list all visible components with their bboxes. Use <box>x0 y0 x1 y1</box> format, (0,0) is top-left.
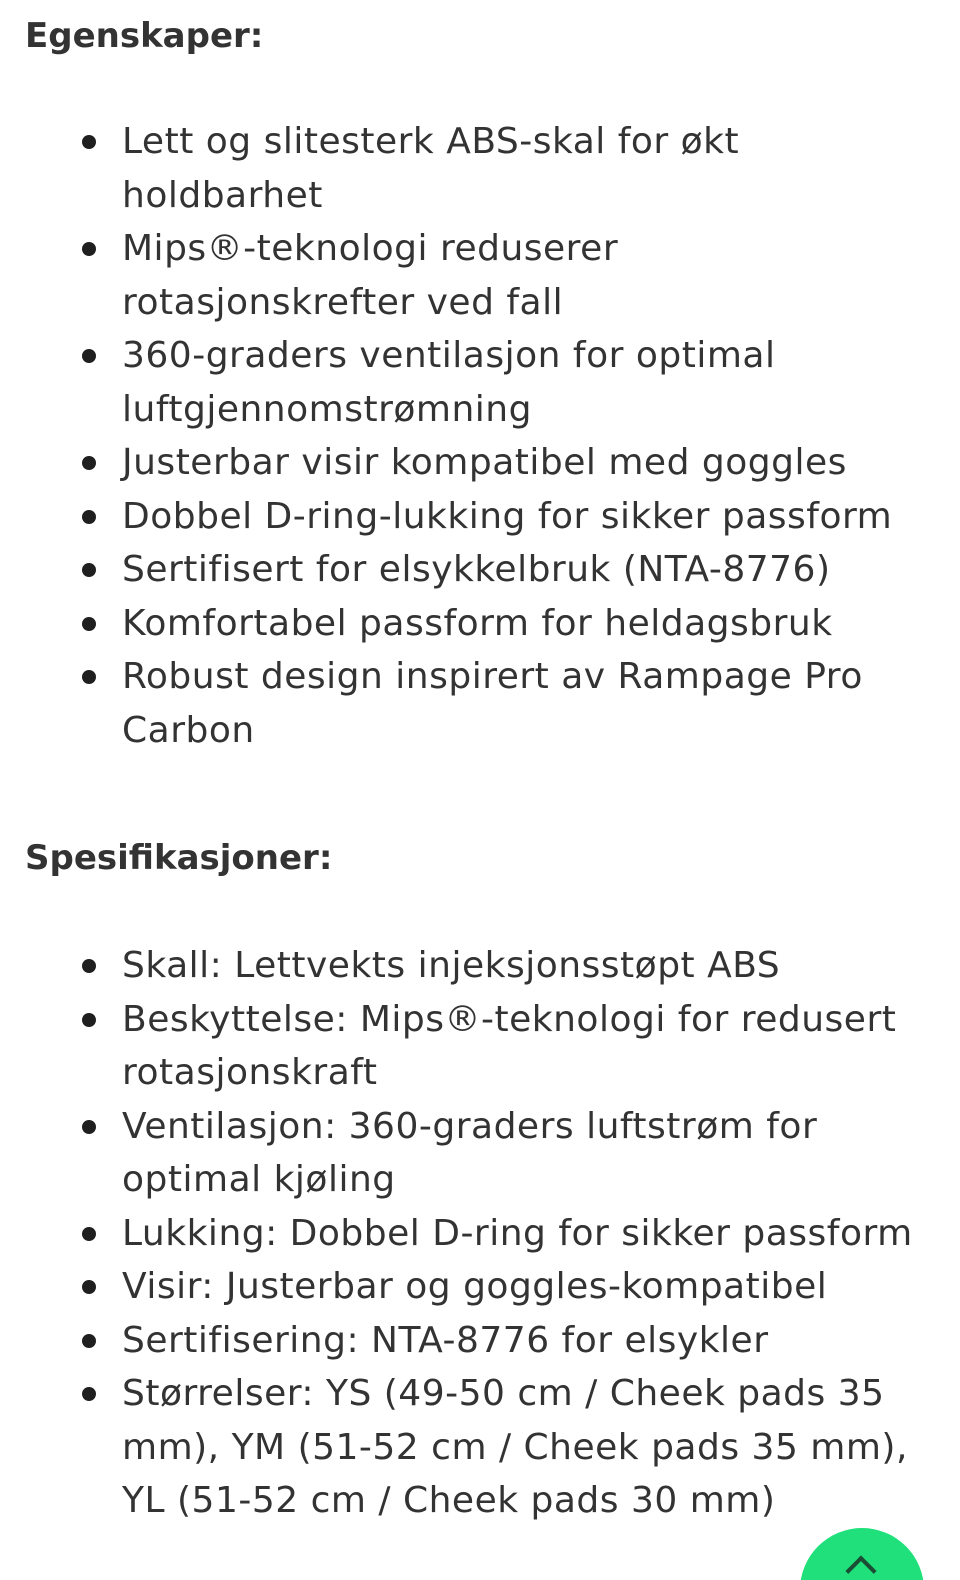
list-item <box>0 993 960 1100</box>
list-item <box>0 543 960 597</box>
list-item <box>0 597 960 651</box>
list-item <box>0 222 960 329</box>
bullet-icon <box>82 1280 96 1294</box>
list-item <box>0 1207 960 1261</box>
bullet-icon <box>82 617 96 631</box>
list-item-text: Mips®-teknologi reduserer rotasjonskrefter ved fall <box>122 228 619 323</box>
list-item-text: Sertifisering: NTA-8776 for elsykler <box>122 1319 769 1361</box>
bullet-icon <box>82 1227 96 1241</box>
list-item-text: Skall: Lettvekts injeksjonsstøpt ABS <box>122 945 781 986</box>
list-item-text: Dobbel D-ring-lukking for sikker passform <box>122 495 893 537</box>
list-item-text: Robust design inspirert av Rampage Pro Carbon <box>122 656 863 751</box>
list-item <box>0 939 960 993</box>
bullet-icon <box>82 670 96 684</box>
bullet-icon <box>82 456 96 470</box>
bullet-icon <box>82 242 96 256</box>
list-item-text: Sertifisert for elsykkelbruk (NTA-8776) <box>122 549 831 590</box>
bullet-icon <box>82 1334 96 1348</box>
bullet-icon <box>82 510 96 524</box>
bullet-icon <box>82 135 96 149</box>
list-item <box>0 436 960 490</box>
specifications-heading: Spesifikasjoner: <box>25 838 333 878</box>
list-item-text: Visir: Justerbar og goggles-kompatibel <box>122 1266 828 1307</box>
list-item-text: Beskyttelse: Mips®-teknologi for redusert rotasjonskraft <box>122 998 897 1093</box>
specifications-list <box>0 939 960 1528</box>
list-item <box>0 650 960 757</box>
bullet-icon <box>82 563 96 577</box>
list-item <box>0 329 960 436</box>
list-item-text: 360-graders ventilasjon for optimal luftgjennomstrømning <box>122 335 776 430</box>
features-heading: Egenskaper: <box>25 16 264 56</box>
list-item-text: Justerbar visir kompatibel med goggles <box>122 442 847 483</box>
list-item-text: Komfortabel passform for heldagsbruk <box>122 602 833 644</box>
bullet-icon <box>82 1013 96 1027</box>
list-item <box>0 1367 960 1528</box>
list-item-text: Lukking: Dobbel D-ring for sikker passform <box>122 1212 913 1254</box>
list-item <box>0 1260 960 1314</box>
bullet-icon <box>82 1387 96 1401</box>
list-item <box>0 115 960 222</box>
list-item-text: Lett og slitesterk ABS-skal for økt holdbarhet <box>122 121 740 216</box>
list-item <box>0 490 960 544</box>
list-item-text: Ventilasjon: 360-graders luftstrøm for optimal kjøling <box>122 1105 818 1200</box>
bullet-icon <box>82 349 96 363</box>
features-list <box>0 115 960 757</box>
list-item <box>0 1314 960 1368</box>
scroll-to-top-button[interactable] <box>800 1528 924 1580</box>
bullet-icon <box>82 1120 96 1134</box>
list-item <box>0 1100 960 1207</box>
bullet-icon <box>82 959 96 973</box>
chevron-up-icon <box>845 1555 876 1580</box>
list-item-text: Størrelser: YS (49-50 cm / Cheek pads 35 mm), YM (51-52 cm / Cheek pads 35 mm), YL (51-52 cm / Cheek pads 30 mm) <box>122 1373 908 1521</box>
